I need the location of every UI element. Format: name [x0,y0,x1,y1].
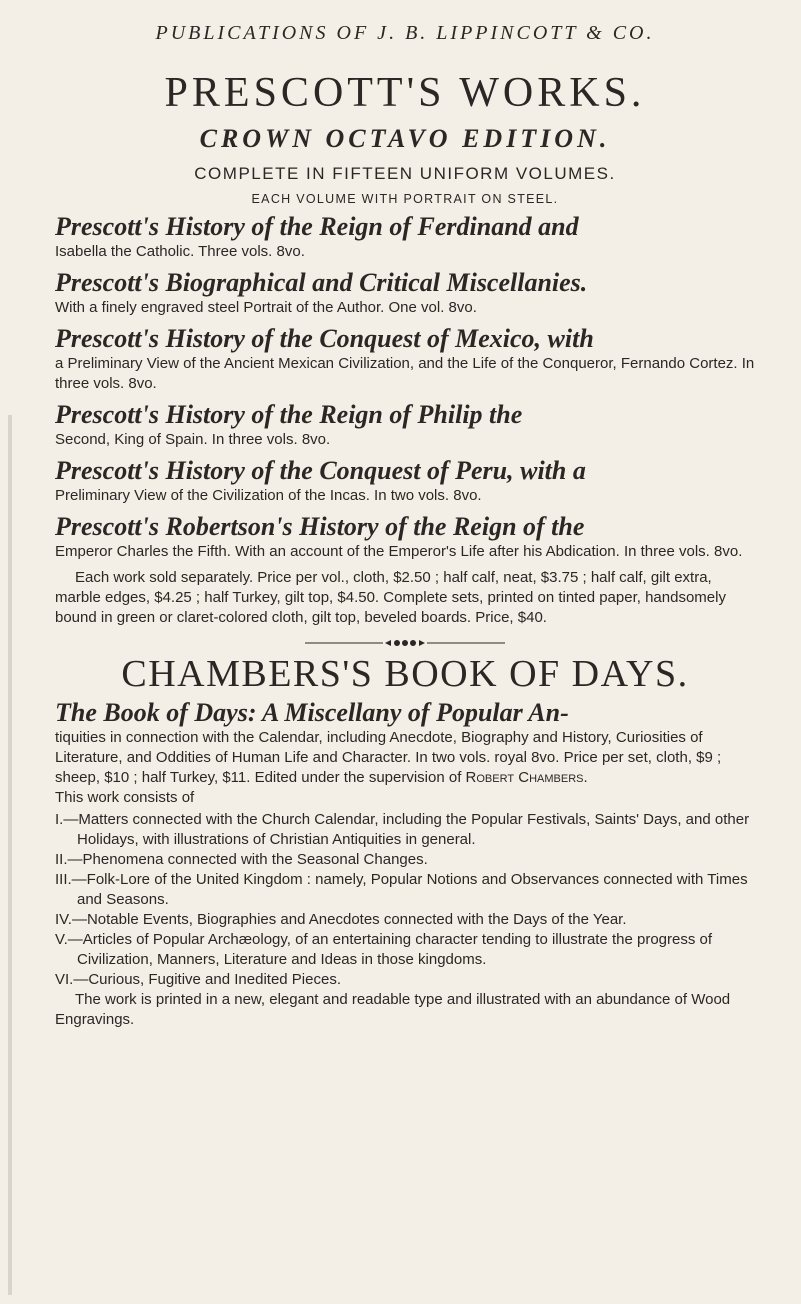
entry-title: Prescott's Robertson's History of the Reign of the [55,512,585,541]
entry-body: With a finely engraved steel Portrait of the Author. One vol. 8vo. [55,299,477,316]
entry-philip [55,400,755,450]
entry-title: Prescott's History of the Reign of Philip the [55,400,523,429]
consists-line: This work consists of [55,789,195,806]
intro-text: tiquities in connection with the Calendar, including Anecdote, Biography and History, Curiosities of Literature, and Oddities of Human Life and Character. In two vols. royal 8vo. Price per set, cloth, $9 ; sheep, $10 ; half Turkey, $11. Edited under the supervision of [55,729,722,786]
list-numeral: VI. [55,971,74,988]
volumes-line: COMPLETE IN FIFTEEN UNIFORM VOLUMES. [194,164,616,183]
list-numeral: II. [55,851,68,868]
list-item [55,870,755,910]
list-numeral: I. [55,811,64,828]
list-text: —Matters connected with the Church Calendar, including the Popular Festivals, Saints' Days, and other Holidays, with illustrations of Christian Antiquities in general. [63,811,750,848]
edition-line: CROWN OCTAVO EDITION. [199,124,611,153]
entry-title: Prescott's History of the Conquest of Peru, with a [55,456,586,485]
ornament-divider [55,636,755,650]
closing-paragraph: The work is printed in a new, elegant and readable type and illustrated with an abundance of Wood Engravings. [55,991,731,1028]
list-text: —Folk-Lore of the United Kingdom : namely, Popular Notions and Observances connected with Times and Seasons. [71,871,748,908]
page-edge-shadow [8,415,12,1295]
entry-body: Preliminary View of the Civilization of the Incas. In two vols. 8vo. [55,487,482,504]
book-of-days-title: The Book of Days: A Miscellany of Popular An- [55,698,569,727]
entry-ferdinand [55,212,755,262]
entry-charles [55,512,755,562]
contents-list [55,810,755,990]
list-text: —Articles of Popular Archæology, of an entertaining character tending to illustrate the progress of Civilization, Manners, Literature and Ideas in those kingdoms. [67,931,713,968]
entry-body: Second, King of Spain. In three vols. 8vo. [55,431,331,448]
list-item [55,930,755,970]
book-of-days-intro [55,728,755,788]
chambers-title: CHAMBERS'S BOOK OF DAYS. [121,653,689,695]
running-head: PUBLICATIONS OF J. B. LIPPINCOTT & CO. [155,22,655,44]
list-numeral: V. [55,931,68,948]
entry-mexico [55,324,755,394]
entry-peru [55,456,755,506]
list-numeral: IV. [55,911,72,928]
editor-name: Robert Chambers. [465,769,588,786]
list-item [55,970,755,990]
portrait-line: EACH VOLUME WITH PORTRAIT ON STEEL. [251,192,559,206]
entry-miscellanies [55,268,755,318]
prescott-title: PRESCOTT'S WORKS. [164,70,646,116]
list-item [55,850,755,870]
price-paragraph: Each work sold separately. Price per vol., cloth, $2.50 ; half calf, neat, $3.75 ; half calf, gilt extra, marble edges, $4.25 ; half Turkey, gilt top, $4.50. Complete sets, printed on tinted paper, handsomely bound in green or claret-colored cloth, gilt top, beveled boards. Price, $40. [55,569,726,626]
entry-title: Prescott's History of the Reign of Ferdinand and [55,212,579,241]
catalog-page [55,0,755,1030]
entry-title: Prescott's History of the Conquest of Mexico, with [55,324,594,353]
ornament-icon [305,637,505,649]
list-numeral: III. [55,871,72,888]
list-text: —Curious, Fugitive and Inedited Pieces. [73,971,341,988]
entry-body: Emperor Charles the Fifth. With an account of the Emperor's Life after his Abdication. In three vols. 8vo. [55,543,743,560]
list-item [55,810,755,850]
list-text: —Notable Events, Biographies and Anecdotes connected with the Days of the Year. [71,911,627,928]
list-text: —Phenomena connected with the Seasonal Changes. [67,851,428,868]
list-item [55,910,755,930]
entry-title: Prescott's Biographical and Critical Miscellanies. [55,268,588,297]
entry-body: Isabella the Catholic. Three vols. 8vo. [55,243,305,260]
entry-body: a Preliminary View of the Ancient Mexican Civilization, and the Life of the Conqueror, Fernando Cortez. In three vols. 8vo. [55,355,755,392]
